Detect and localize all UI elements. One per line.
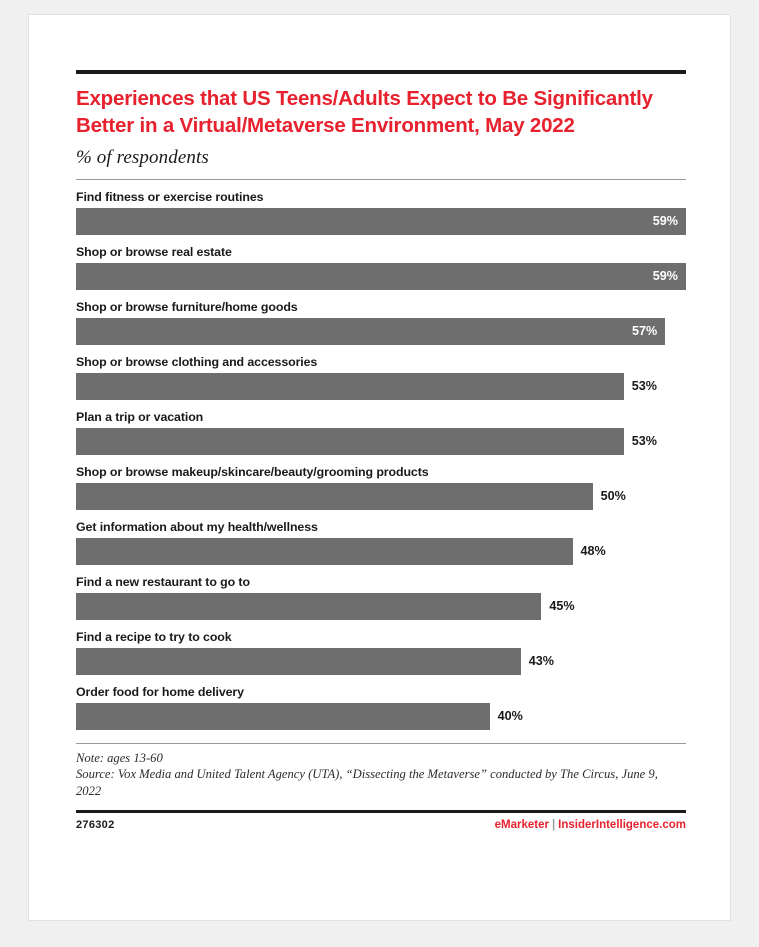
bar-category-label: Find a recipe to try to cook [76,629,232,644]
bar-category-label: Shop or browse real estate [76,244,232,259]
brand-separator: | [551,819,556,832]
footer [76,819,686,831]
header-divider [76,179,686,180]
bar-row [76,410,686,455]
bar-value: 48% [580,544,606,558]
bar-category-label: Find fitness or exercise routines [76,189,264,204]
bar-row [76,355,686,400]
brand-lockup [495,819,686,831]
bar-track [76,648,686,675]
bar-category-label: Shop or browse makeup/skincare/beauty/grooming products [76,464,429,479]
brand-insiderintelligence[interactable]: InsiderIntelligence.com [558,819,686,832]
bar-fill [76,538,573,565]
bar-fill [76,373,624,400]
bar-track [76,538,686,565]
bar-category-label: Get information about my health/wellness [76,519,318,534]
chart-note: Note: ages 13-60 [76,750,163,765]
top-divider [76,70,686,74]
chart-container [76,70,686,831]
chart-title: Experiences that US Teens/Adults Expect to Be Significantly Better in a Virtual/Metaverse Environment, May 2022 [76,87,653,138]
bar-track [76,428,686,455]
bar-row [76,575,686,620]
bar-value: 59% [652,214,678,228]
bar-fill [76,263,686,290]
bar-value: 53% [631,434,657,448]
bar-value: 50% [600,489,626,503]
chart-source: Source: Vox Media and United Talent Agency (UTA), “Dissecting the Metaverse” conducted by The Circus, June 9, 2022 [76,767,658,798]
bar-value: 40% [497,709,523,723]
bar-track [76,208,686,235]
bar-category-label: Order food for home delivery [76,684,244,699]
bar-row [76,465,686,510]
bar-fill [76,208,686,235]
bar-list [76,190,686,730]
bottom-divider [76,810,686,813]
bar-row [76,300,686,345]
bar-fill [76,703,490,730]
bar-fill [76,648,521,675]
bar-track [76,703,686,730]
bar-value: 53% [631,379,657,393]
chart-card [28,14,731,921]
bar-value: 57% [632,324,658,338]
bar-category-label: Shop or browse clothing and accessories [76,354,318,369]
bar-row [76,190,686,235]
bar-row [76,520,686,565]
bar-category-label: Shop or browse furniture/home goods [76,299,298,314]
bar-track [76,318,686,345]
brand-emarketer: eMarketer [494,819,549,832]
bar-value: 43% [528,654,554,668]
bar-track [76,263,686,290]
bar-track [76,593,686,620]
footer-divider [76,743,686,744]
bar-track [76,483,686,510]
bar-fill [76,318,665,345]
bar-fill [76,593,541,620]
bar-category-label: Plan a trip or vacation [76,409,204,424]
bar-value: 59% [652,269,678,283]
bar-row [76,245,686,290]
chart-subtitle: % of respondents [76,146,209,168]
bar-row [76,685,686,730]
chart-id: 276302 [76,819,115,832]
bar-value: 45% [549,599,575,613]
bar-track [76,373,686,400]
bar-fill [76,483,593,510]
bar-category-label: Find a new restaurant to go to [76,574,250,589]
bar-fill [76,428,624,455]
bar-row [76,630,686,675]
